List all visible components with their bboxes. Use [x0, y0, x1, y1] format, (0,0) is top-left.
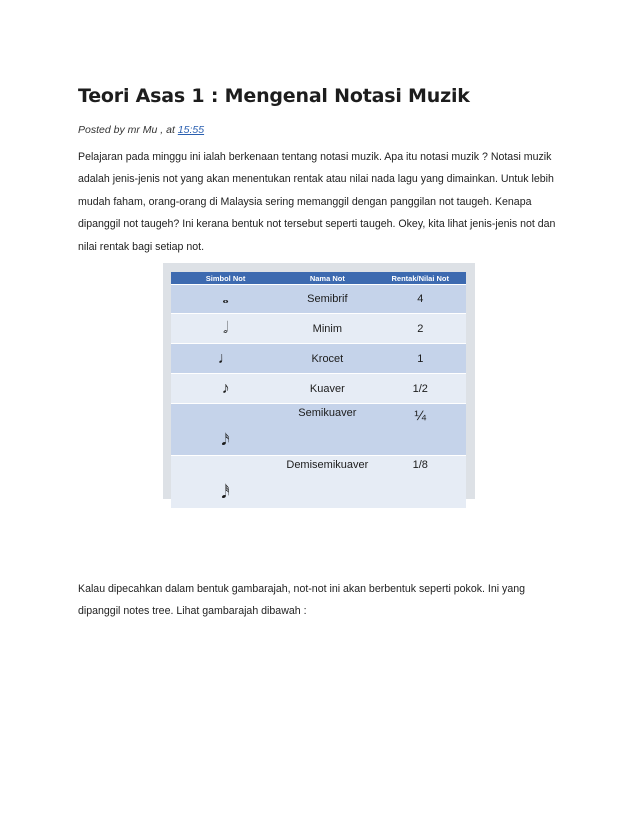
note-value: 2 [375, 314, 466, 344]
note-value: 4 [375, 285, 466, 314]
note-value: 1/8 [375, 456, 466, 509]
post-meta [78, 124, 204, 136]
note-value: ¼ [375, 404, 466, 456]
quarter-note-icon: ♩ [171, 344, 280, 374]
notes-tree-paragraph: Kalau dipecahkan dalam bentuk gambarajah, not-not ini akan berbentuk seperti pokok. Ini yang dipanggil notes tree. Lihat gambarajah dibawah : [78, 583, 525, 618]
note-value: 1 [375, 344, 466, 374]
note-name: Minim [280, 314, 374, 344]
note-name: Semibrif [280, 285, 374, 314]
table-row [171, 404, 466, 456]
post-title: Teori Asas 1 : Mengenal Notasi Muzik [78, 85, 470, 107]
thirty-second-note-icon: 𝅘𝅥𝅰 [171, 456, 280, 509]
table-row [171, 314, 466, 344]
half-note-icon: 𝅗𝅥 [171, 314, 280, 344]
note-values-table [171, 272, 466, 508]
table-row [171, 344, 466, 374]
note-name: Kuaver [280, 374, 374, 404]
table-row [171, 374, 466, 404]
whole-note-icon: 𝅝 [171, 285, 280, 314]
table-header-row [171, 272, 466, 285]
note-value: 1/2 [375, 374, 466, 404]
header-value: Rentak/Nilai Not [375, 272, 466, 285]
table-row [171, 285, 466, 314]
table-row [171, 456, 466, 509]
intro-paragraph: Pelajaran pada minggu ini ialah berkenaan tentang notasi muzik. Apa itu notasi muzik ? Notasi muzik adalah jenis-jenis not yang akan menentukan rentak atau nilai nada lagu yang dimainkan. Untuk lebih mudah faham, orang-orang di Malaysia sering memanggil dengan panggilan not taugeh. Kenapa dipanggil not taugeh? Ini kerana bentuk not tersebut seperti taugeh. Okey, kita lihat jenis-jenis not dan nilai rentak bagi setiap not. [78, 151, 556, 253]
header-name: Nama Not [280, 272, 374, 285]
post-meta-prefix: Posted by mr Mu , at [78, 124, 178, 136]
note-name: Demisemikuaver [280, 456, 374, 509]
note-name: Semikuaver [280, 404, 374, 456]
post-time-link[interactable]: 15:55 [177, 124, 205, 136]
eighth-note-icon: ♪ [171, 374, 280, 404]
header-symbol: Simbol Not [171, 272, 280, 285]
note-values-table-image [163, 263, 475, 502]
sixteenth-note-icon: 𝅘𝅥𝅯 [171, 404, 280, 456]
note-name: Krocet [280, 344, 374, 374]
